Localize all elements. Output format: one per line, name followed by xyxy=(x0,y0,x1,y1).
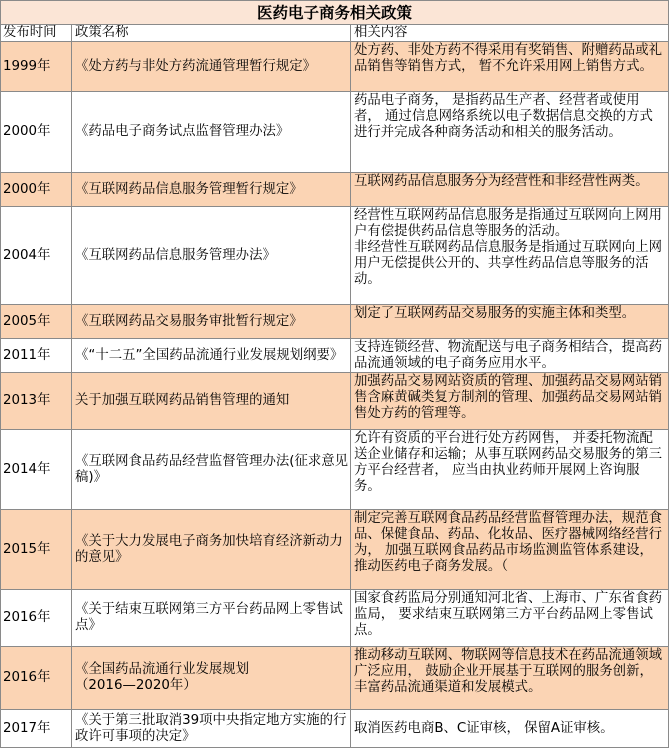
row-name: 《关于大力发展电子商务加快培育经济新动力的意见》 xyxy=(72,510,351,590)
header-year: 发布时间 xyxy=(1,25,72,42)
header-content: 相关内容 xyxy=(351,25,669,42)
row-year: 1999年 xyxy=(1,42,72,92)
row-content: 制定完善互联网食品药品经营监督管理办法，规范食品、保健食品、药品、化妆品、医疗器械网络经营行为， 加强互联网食品药品市场监测监管体系建设， 推动医药电子商务发展。（ xyxy=(351,510,669,590)
table-row xyxy=(1,92,669,173)
row-name: 《关于第三批取消39项中央指定地方实施的行政许可事项的决定》 xyxy=(72,710,351,748)
row-content-cell xyxy=(351,207,669,305)
row-content: 互联网药品信息服务分为经营性和非经营性两类。 xyxy=(351,173,669,207)
row-content: 取消医药电商B、C证审核， 保留A证审核。 xyxy=(351,710,669,748)
row-year: 2000年 xyxy=(1,173,72,207)
row-content: 药品电子商务， 是指药品生产者、经营者或使用者， 通过信息网络系统以电子数据信息交换的方式进行并完成各种商务活动和相关的服务活动。 xyxy=(351,92,669,173)
table-row xyxy=(1,339,669,373)
table-row xyxy=(1,305,669,339)
row-year: 2013年 xyxy=(1,373,72,430)
row-name: 《“十二五”全国药品流通行业发展规划纲要》 xyxy=(72,339,351,373)
row-name: 《全国药品流通行业发展规划 xyxy=(75,662,250,677)
row-year: 2004年 xyxy=(1,207,72,305)
row-year: 2016年 xyxy=(1,590,72,647)
row-year: 2014年 xyxy=(1,430,72,510)
table-title: 医药电子商务相关政策 xyxy=(1,1,669,25)
table-row xyxy=(1,590,669,647)
row-content: 支持连锁经营、物流配送与电子商务相结合，提高药品流通领域的电子商务应用水平。 xyxy=(351,339,669,373)
table-row xyxy=(1,430,669,510)
row-year: 2011年 xyxy=(1,339,72,373)
table-row xyxy=(1,373,669,430)
table-row xyxy=(1,207,669,305)
row-name-second: （2016—2020年） xyxy=(75,678,197,693)
row-name: 《药品电子商务试点监督管理办法》 xyxy=(72,92,351,173)
table-row xyxy=(1,173,669,207)
table-row xyxy=(1,710,669,748)
row-name: 《关于结束互联网第三方平台药品网上零售试点》 xyxy=(72,590,351,647)
row-year: 2015年 xyxy=(1,510,72,590)
row-year: 2017年 xyxy=(1,710,72,748)
table-row xyxy=(1,647,669,710)
row-name: 《互联网药品信息服务管理办法》 xyxy=(72,207,351,305)
row-content: 划定了互联网药品交易服务的实施主体和类型。 xyxy=(351,305,669,339)
header-row xyxy=(1,25,669,42)
row-content: 允许有资质的平台进行处方药网售， 并委托物流配送企业储存和运输；从事互联网药品交易服务的第三方平台经营者， 应当由执业药师开展网上咨询服务。 xyxy=(351,430,669,510)
header-name: 政策名称 xyxy=(72,25,351,42)
table-row xyxy=(1,510,669,590)
row-content-second: 非经营性互联网药品信息服务是指通过互联网向上网用户无偿提供公开的、共享性药品信息等服务的活动。 xyxy=(354,240,662,287)
row-content: 处方药、非处方药不得采用有奖销售、附赠药品或礼品销售等销售方式， 暂不允许采用网上销售方式。 xyxy=(351,42,669,92)
row-content: 加强药品交易网站资质的管理、加强药品交易网站销售含麻黄碱类复方制剂的管理、加强药品交易网站销售处方药的管理等。 xyxy=(351,373,669,430)
row-name: 《处方药与非处方药流通管理暂行规定》 xyxy=(72,42,351,92)
row-year: 2000年 xyxy=(1,92,72,173)
row-name-cell xyxy=(72,647,351,710)
row-content: 经营性互联网药品信息服务是指通过互联网向上网用户有偿提供药品信息等服务的活动。 xyxy=(354,208,662,239)
table-row xyxy=(1,42,669,92)
row-name: 《互联网食品药品经营监督管理办法(征求意见稿)》 xyxy=(72,430,351,510)
row-year: 2016年 xyxy=(1,647,72,710)
row-content: 国家食药监局分别通知河北省、上海市、广东省食药监局， 要求结束互联网第三方平台药品网上零售试点。 xyxy=(351,590,669,647)
row-year: 2005年 xyxy=(1,305,72,339)
row-name: 《互联网药品信息服务管理暂行规定》 xyxy=(72,173,351,207)
row-content: 推动移动互联网、物联网等信息技术在药品流通领域广泛应用， 鼓励企业开展基于互联网的服务创新， 丰富药品流通渠道和发展模式。 xyxy=(351,647,669,710)
row-name: 关于加强互联网药品销售管理的通知 xyxy=(72,373,351,430)
row-name: 《互联网药品交易服务审批暂行规定》 xyxy=(72,305,351,339)
table-title-row xyxy=(1,1,669,25)
